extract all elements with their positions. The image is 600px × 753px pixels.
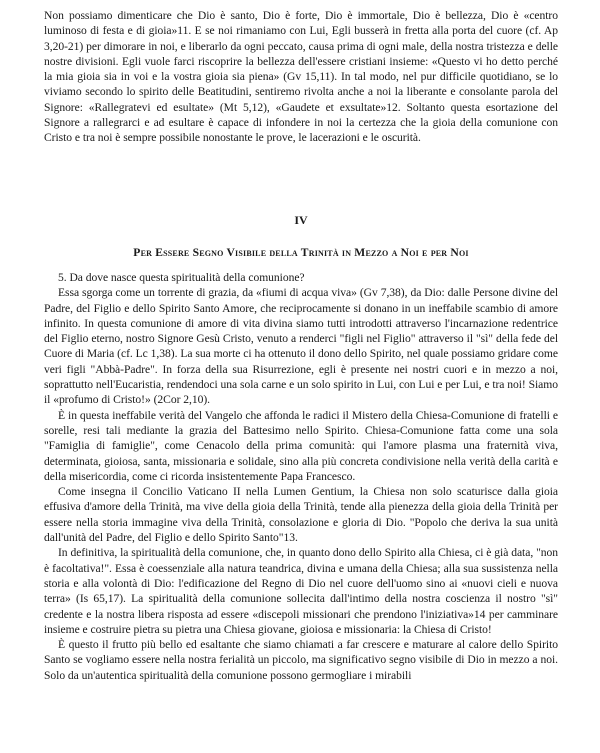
paragraph-3 — [44, 408, 558, 484]
paragraph-text: 5. Da dove nasce questa spiritualità della comunione? — [58, 271, 305, 284]
paragraph-text: È in questa ineffabile verità del Vangelo che affonda le radici il Mistero della Chiesa-Comunione di fratelli e sorelle, resi tali mediante la grazia del Battesimo nello Spirito. Chiesa-Comunione fatta come una sola "Famiglia di famiglie", come Cenacolo della prima comunità: qui l'amore plasma una fraternità viva, determinata, gioiosa, santa, missionaria e solidale, sino alla più concreta condivisione nella verità della carità e della misericordia, come ci ricorda insistentemente Papa Francesco. — [44, 408, 558, 483]
paragraph-text: Come insegna il Concilio Vaticano II nella Lumen Gentium, la Chiesa non solo scaturisce dalla gioia effusiva d'amore della Trinità, ma vive della gioia della Trinità, tende alla pienezza della gioia della Trinità per essere nella storia immagine viva della Trinità, consolazione e gloria di Dio. "Popolo che deriva la sua unità dall'unità del Padre, del Figlio e dello Spirito Santo"13. — [44, 485, 558, 545]
section-title: Per Essere Segno Visibile della Trinità in Mezzo a Noi e per Noi — [133, 246, 469, 259]
paragraph-top-1 — [44, 8, 558, 146]
paragraph-text: Essa sgorga come un torrente di grazia, da «fiumi di acqua viva» (Gv 7,38), da Dio: dalle Persone divine del Padre, del Figlio e dello Spirito Santo Amore, che reciprocamente si donano in un ineffabile scambio di amore infinito. In questa comunione di amore di vita divina siamo tutti introdotti attraverso l'incarnazione redentrice del Figlio eterno, nostro Signore Gesù Cristo, venuto a renderci "figli nel Figlio" attraverso il "sì" della fede del Cuore di Maria (cf. Lc 1,38). La sua morte ci ha ottenuto il dono dello Spirito, nel quale possiamo gridare come veri figli "Abbà-Padre". In forza della sua Risurrezione, egli è presente nei nostri cuori e in mezzo a noi, soprattutto nell'Eucaristia, rendendoci una sola carne e un solo spirito in Lui, con Lui e per Lui, e tra noi! Siamo il «profumo di Cristo!» (2Cor 2,10). — [44, 286, 558, 407]
section-body — [44, 270, 558, 683]
paragraph-text: Non possiamo dimenticare che Dio è santo, Dio è forte, Dio è immortale, Dio è bellezza, Dio è «centro luminoso di festa e di gioia»11. E se noi rimaniamo con Lui, Egli busserà in fretta alla porta del cuore (cf. Ap 3,20-21) per dimorare in noi, e liberarlo da ogni peccato, causa prima di ogni male, della nostra tristezza e delle nostre divisioni. Egli vuole farci riscoprire la bellezza dell'essere cristiani insieme: «Questo vi ho detto perché la mia gioia sia in voi e la vostra gioia sia piena» (Gv 15,11). In tal modo, nel pur difficile quotidiano, se lo viviamo secondo lo spirito delle Beatitudini, sentiremo rivolta anche a noi la liberante e consolante parola del Signore: «Rallegratevi ed esultate» (Mt 5,12), «Gaudete et exsultate»12. Soltanto questa esortazione del Signore a rallegrarci e ad esultare è capace di infondere in noi la certezza che la gioia della comunione con Cristo e tra noi è sempre possibile nonostante le prove, le lacerazioni e le oscurità. — [44, 9, 558, 145]
paragraph-question — [44, 270, 558, 285]
paragraph-2 — [44, 285, 558, 407]
section-number: IV — [294, 213, 308, 227]
paragraph-6 — [44, 637, 558, 683]
paragraph-5 — [44, 545, 558, 637]
paragraph-text: È questo il frutto più bello ed esaltante che siamo chiamati a far crescere e maturare al calore dello Spirito Santo se vogliamo essere nella nostra ferialità un piccolo, ma significativo segno visibile di Dio in mezzo a noi. Solo da un'autentica spiritualità della comunione possono germogliare i mirabili — [44, 638, 558, 682]
paragraph-4 — [44, 484, 558, 545]
paragraph-text: In definitiva, la spiritualità della comunione, che, in quanto dono dello Spirito alla Chiesa, ci è già data, "non è facoltativa!". Essa è coessenziale alla natura teandrica, divina e umana della Chiesa; alla sua sussistenza nella storia e alla volontà di Dio: l'edificazione del Regno di Dio nel cuore dell'uomo sino ai «nuovi cieli e nuova terra» (Is 65,17). La spiritualità della comunione sollecita dall'intimo della nostra coscienza il nostro "sì" credente e la nostra libera risposta ad essere «discepoli missionari che prendono l'iniziativa»14 per camminare insieme e costruire pietra su pietra una Chiesa giovane, gioiosa e missionaria: la Chiesa di Cristo! — [44, 546, 558, 636]
intro-section — [44, 8, 558, 146]
